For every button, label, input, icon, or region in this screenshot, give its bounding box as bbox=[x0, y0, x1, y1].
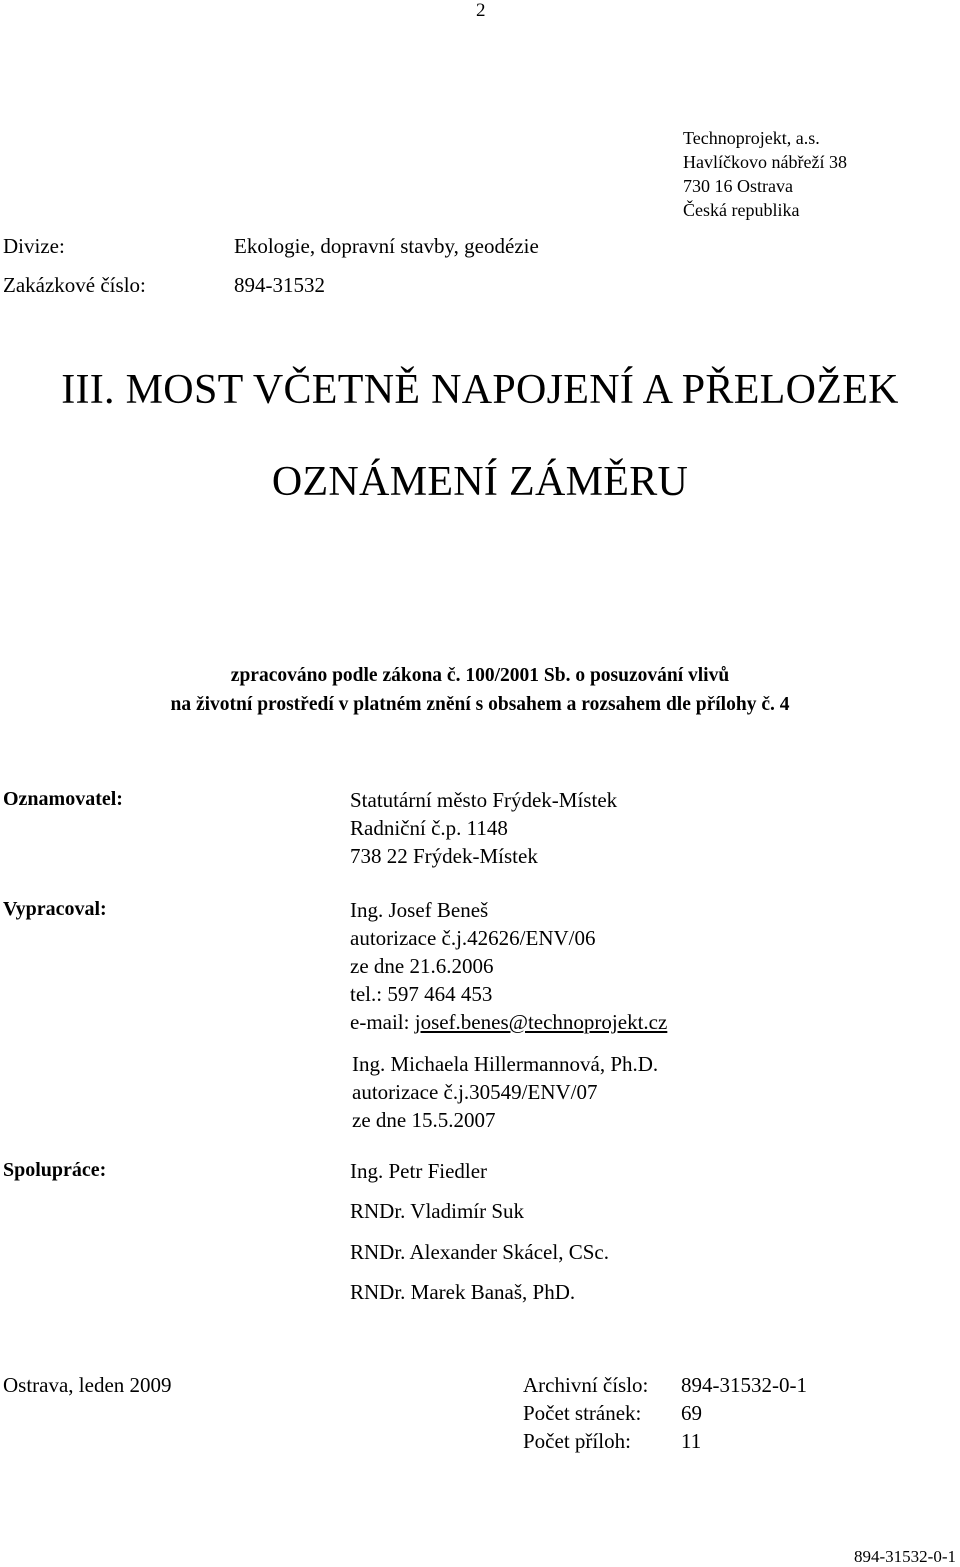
author-1-date: ze dne 21.6.2006 bbox=[350, 954, 494, 978]
archive-info bbox=[523, 1371, 807, 1455]
author-2-date: ze dne 15.5.2007 bbox=[352, 1108, 496, 1132]
place-date: Ostrava, leden 2009 bbox=[3, 1373, 172, 1397]
company-country: Česká republika bbox=[683, 200, 800, 220]
document-code: 894-31532-0-1 bbox=[854, 1547, 956, 1566]
author-1-authorization: autorizace č.j.42626/ENV/06 bbox=[350, 926, 596, 950]
attachment-count-value: 11 bbox=[681, 1429, 702, 1453]
company-name: Technoprojekt, a.s. bbox=[683, 128, 820, 148]
document-title: III. MOST VČETNĚ NAPOJENÍ A PŘELOŽEK bbox=[61, 367, 899, 413]
company-street: Havlíčkovo nábřeží 38 bbox=[683, 152, 847, 172]
document-subtitle: OZNÁMENÍ ZÁMĚRU bbox=[271, 459, 689, 505]
cooperator-3: RNDr. Alexander Skácel, CSc. bbox=[350, 1240, 609, 1264]
author-2-block bbox=[352, 1050, 658, 1134]
cooperator-2: RNDr. Vladimír Suk bbox=[350, 1199, 525, 1223]
author-1-name: Ing. Josef Beneš bbox=[350, 898, 489, 922]
order-number-value: 894-31532 bbox=[234, 273, 325, 297]
author-1-email-line bbox=[350, 1008, 667, 1036]
attachment-count-row bbox=[523, 1427, 807, 1455]
notifier-city: 738 22 Frýdek-Místek bbox=[350, 844, 538, 868]
notifier-name: Statutární město Frýdek-Místek bbox=[350, 788, 618, 812]
page-count-value: 69 bbox=[681, 1401, 702, 1425]
archive-number-label: Archivní číslo: bbox=[523, 1373, 649, 1397]
order-number-label: Zakázkové číslo: bbox=[3, 273, 146, 297]
author-2-authorization: autorizace č.j.30549/ENV/07 bbox=[352, 1080, 598, 1104]
division-value: Ekologie, dopravní stavby, geodézie bbox=[234, 234, 539, 258]
archive-number-value: 894-31532-0-1 bbox=[681, 1373, 807, 1397]
page-count-row bbox=[523, 1399, 807, 1427]
email-link[interactable]: josef.benes@technoprojekt.cz bbox=[414, 1010, 668, 1034]
notifier-block bbox=[350, 786, 617, 870]
email-prefix: e-mail: bbox=[350, 1010, 415, 1034]
attachment-count-label: Počet příloh: bbox=[523, 1429, 631, 1453]
prepared-by-label: Vypracoval: bbox=[3, 898, 107, 920]
cooperation-label: Spolupráce: bbox=[3, 1159, 107, 1181]
page-count-label: Počet stránek: bbox=[523, 1401, 642, 1425]
company-city: 730 16 Ostrava bbox=[683, 176, 793, 196]
page-number: 2 bbox=[476, 0, 486, 21]
cooperator-4: RNDr. Marek Banaš, PhD. bbox=[350, 1280, 576, 1304]
legal-basis-line-2: na životní prostředí v platném znění s obsahem a rozsahem dle přílohy č. 4 bbox=[170, 694, 790, 715]
company-address bbox=[683, 126, 847, 222]
author-1-block bbox=[350, 896, 667, 1036]
notifier-street: Radniční č.p. 1148 bbox=[350, 816, 508, 840]
cooperator-1: Ing. Petr Fiedler bbox=[350, 1159, 488, 1183]
notifier-label: Oznamovatel: bbox=[3, 788, 123, 810]
author-1-phone: tel.: 597 464 453 bbox=[350, 982, 493, 1006]
author-2-name: Ing. Michaela Hillermannová, Ph.D. bbox=[352, 1052, 659, 1076]
legal-basis-line-1: zpracováno podle zákona č. 100/2001 Sb. o posuzování vlivů bbox=[230, 665, 730, 686]
division-label: Divize: bbox=[3, 234, 65, 258]
archive-number-row bbox=[523, 1371, 807, 1399]
